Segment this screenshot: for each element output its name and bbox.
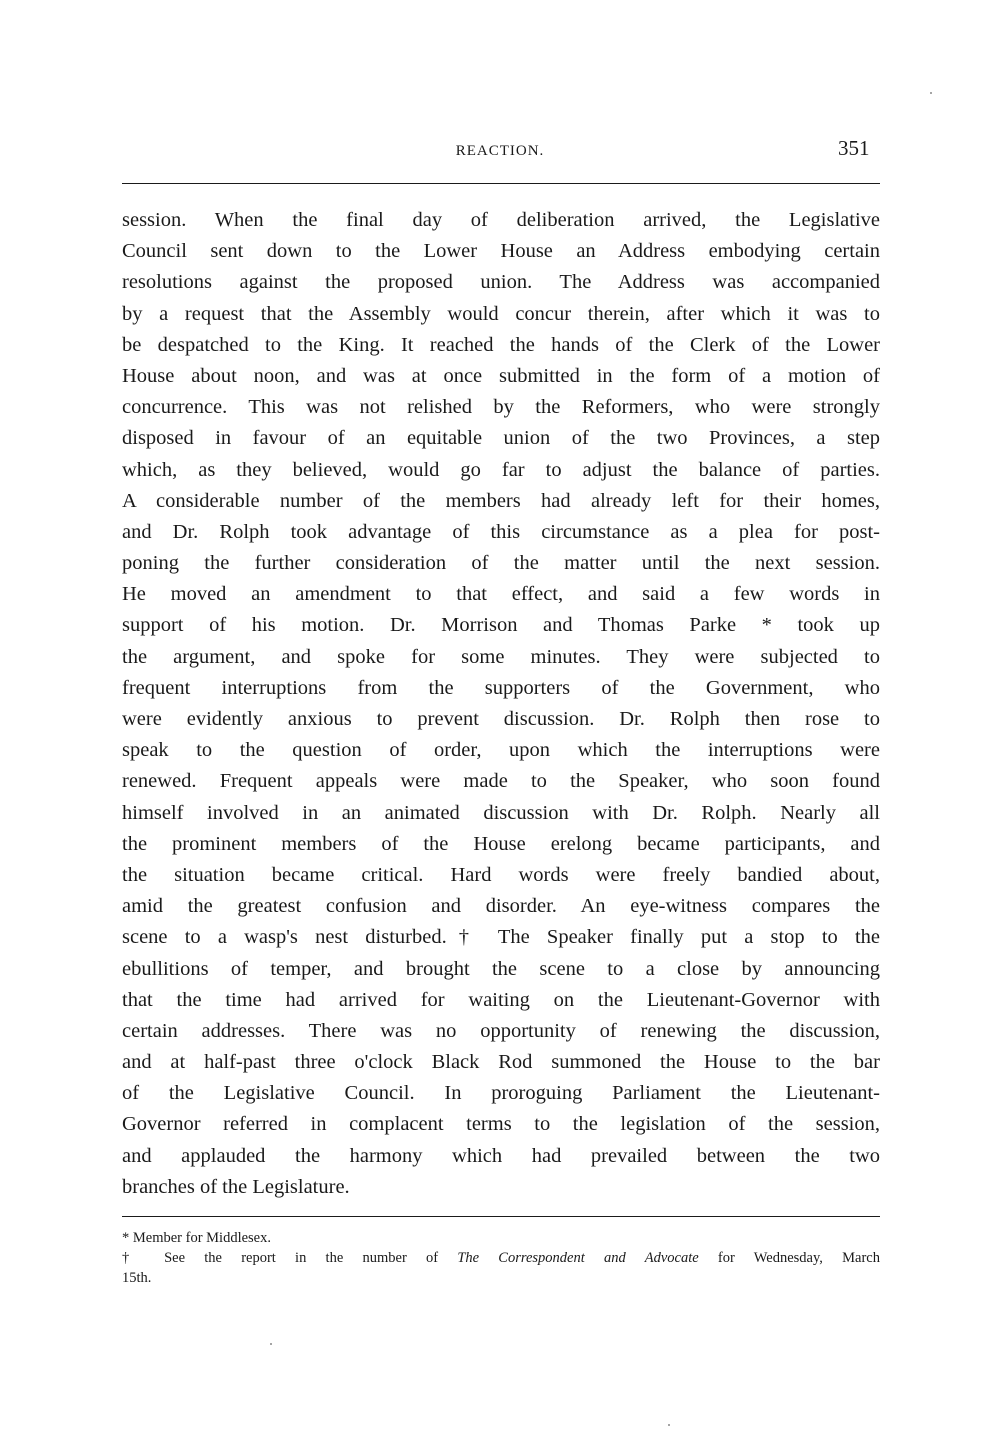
scan-speck bbox=[668, 1424, 670, 1426]
text-line: He moved an amendment to that effect, and said a few words in bbox=[122, 583, 880, 606]
text-line: support of his motion. Dr. Morrison and Thomas Parke * took up bbox=[122, 614, 880, 637]
footnote-2-continuation: 15th. bbox=[122, 1270, 152, 1286]
text-line: by a request that the Assembly would concur therein, after which it was to bbox=[122, 302, 880, 325]
text-line: branches of the Legislature. bbox=[122, 1175, 350, 1198]
text-line: ebullitions of temper, and brought the scene to a close by announcing bbox=[122, 957, 880, 980]
text-line: Council sent down to the Lower House an Address embodying certain bbox=[122, 240, 880, 263]
footnote-rule bbox=[122, 1216, 880, 1217]
footnote-2-title: The Correspondent and Advocate bbox=[457, 1250, 699, 1266]
text-line: were evidently anxious to prevent discussion. Dr. Rolph then rose to bbox=[122, 708, 880, 730]
text-line: resolutions against the proposed union. The Address was accompanied bbox=[122, 271, 880, 294]
text-line: and applauded the harmony which had prevailed between the two bbox=[122, 1144, 880, 1167]
text-line: and at half-past three o'clock Black Rod summoned the House to the bar bbox=[122, 1051, 880, 1074]
footnote-1: * Member for Middlesex. bbox=[122, 1230, 271, 1246]
body-text bbox=[122, 205, 880, 1203]
text-line: amid the greatest confusion and disorder. An eye-witness compares the bbox=[122, 895, 880, 918]
page-number: 351 bbox=[838, 136, 870, 160]
footnotes bbox=[122, 1228, 880, 1288]
text-line: House about noon, and was at once submitted in the form of a motion of bbox=[122, 364, 880, 387]
text-line: scene to a wasp's nest disturbed.† The Speaker finally put a stop to the bbox=[122, 926, 880, 949]
text-line: certain addresses. There was no opportunity of renewing the discussion, bbox=[122, 1019, 880, 1042]
text-line: that the time had arrived for waiting on the Lieutenant-Governor with bbox=[122, 988, 880, 1011]
text-line: poning the further consideration of the matter until the next session. bbox=[122, 552, 880, 575]
text-line: speak to the question of order, upon which the interruptions were bbox=[122, 739, 880, 762]
text-line: Governor referred in complacent terms to the legislation of the session, bbox=[122, 1113, 880, 1136]
text-line: concurrence. This was not relished by the Reformers, who were strongly bbox=[122, 396, 880, 419]
text-line: himself involved in an animated discussion with Dr. Rolph. Nearly all bbox=[122, 801, 880, 824]
text-line: of the Legislative Council. In proroguing Parliament the Lieutenant- bbox=[122, 1082, 880, 1105]
footnote-2-prefix: † See the report in the number of bbox=[122, 1250, 458, 1266]
text-line: A considerable number of the members had already left for their homes, bbox=[122, 489, 880, 512]
chapter-title: REACTION. bbox=[455, 143, 545, 159]
text-line: and Dr. Rolph took advantage of this circumstance as a plea for post- bbox=[122, 520, 880, 543]
text-line: disposed in favour of an equitable union of the two Provinces, a step bbox=[122, 427, 880, 450]
text-line: the situation became critical. Hard words were freely bandied about, bbox=[122, 863, 880, 886]
text-line: frequent interruptions from the supporters of the Government, who bbox=[122, 676, 880, 699]
text-line: the argument, and spoke for some minutes. They were subjected to bbox=[122, 645, 880, 668]
footnote-2-suffix: for Wednesday, March bbox=[698, 1250, 880, 1266]
text-line: renewed. Frequent appeals were made to the Speaker, who soon found bbox=[122, 770, 880, 793]
text-line: be despatched to the King. It reached the hands of the Clerk of the Lower bbox=[122, 333, 880, 356]
header-rule bbox=[122, 183, 880, 184]
text-line: the prominent members of the House erelong became participants, and bbox=[122, 832, 880, 855]
text-line: session. When the final day of deliberation arrived, the Legislative bbox=[122, 209, 880, 231]
scan-speck bbox=[930, 92, 932, 94]
scan-speck bbox=[270, 1343, 272, 1345]
text-line: which, as they believed, would go far to adjust the balance of parties. bbox=[122, 458, 880, 481]
footnote-2 bbox=[122, 1248, 880, 1268]
